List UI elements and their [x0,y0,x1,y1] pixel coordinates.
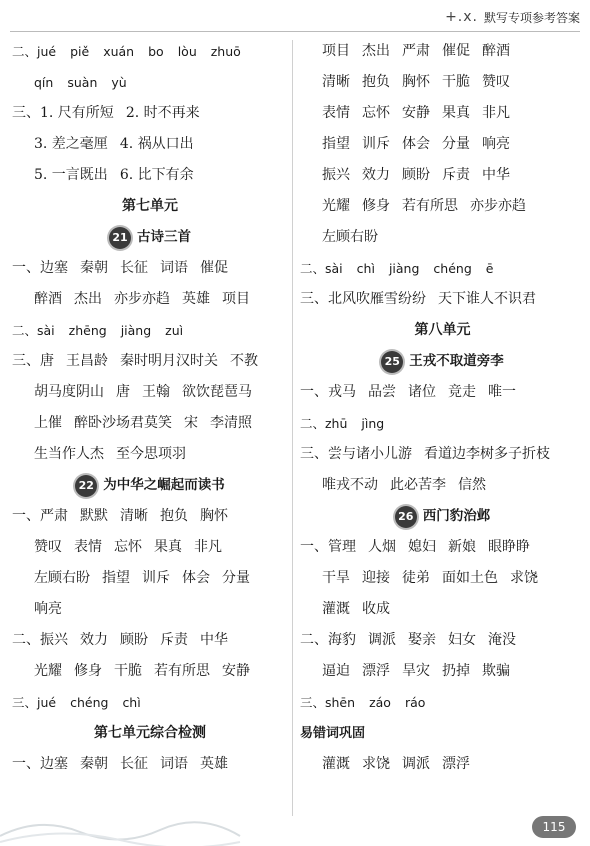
answer-word: 指望 [102,570,130,586]
pinyin-answer-line [12,687,288,718]
answer-word: 唯戎不动 [322,477,378,493]
answer-line [300,129,585,160]
answer-line [300,625,585,656]
answer-word: 天下谁人不识君 [438,291,536,307]
lesson-title-text: 古诗三首 [137,229,191,245]
lesson-number-badge: 26 [395,506,417,528]
answer-word: 清晰 [322,74,350,90]
answer-word: 唐 [116,384,130,400]
lesson-title-text: 西门豹治邺 [422,508,491,524]
answer-word: 三、北风吹雁雪纷纷 [300,291,426,307]
answer-line [300,594,585,625]
answer-word: yù [111,75,127,90]
answer-word: 词语 [160,260,188,276]
answer-line [300,36,585,67]
lesson-title [300,501,585,532]
answer-word: 体会 [182,570,210,586]
answer-word: 长征 [120,260,148,276]
header-rule [10,31,580,32]
answer-line [12,439,288,470]
answer-word: 左顾右盼 [34,570,90,586]
answer-word: 顾盼 [402,167,430,183]
answer-word: 调派 [402,756,430,772]
answer-word: 醉酒 [34,291,62,307]
answer-line [12,749,288,780]
answer-word: 逼迫 [322,663,350,679]
unit-title: 第八单元 [414,322,471,338]
answer-word: 至今思项羽 [116,446,186,462]
answer-word: 胡马度阴山 [34,384,104,400]
answer-word: 修身 [362,198,390,214]
answer-word: 上催 [34,415,62,431]
column-divider [292,40,293,816]
answer-word: 若有所思 [402,198,458,214]
answer-word: 眼睁睁 [488,539,530,555]
answer-word: 振兴 [322,167,350,183]
answer-word: 三、1. 尺有所短 [12,105,114,121]
answer-word: 安静 [222,663,250,679]
answer-line [12,284,288,315]
answer-line [12,253,288,284]
answer-word: qín [34,75,54,90]
answer-word: 词语 [160,756,188,772]
answer-word: 二、sài [300,261,343,276]
answer-word: 中华 [200,632,228,648]
answer-word: 求饶 [362,756,390,772]
answer-word: chéng [70,695,109,710]
answer-word: 训斥 [362,136,390,152]
answer-word: chì [122,695,141,710]
answer-word: 一、严肃 [12,508,68,524]
answer-word: 胸怀 [200,508,228,524]
answer-word: ráo [404,695,426,710]
pinyin-answer-line [300,253,585,284]
answer-word: 3. 差之毫厘 [34,136,108,152]
answer-word: 斥责 [442,167,470,183]
answer-line [12,129,288,160]
answer-word: 品尝 [368,384,396,400]
answer-line [12,377,288,408]
pinyin-answer-line [300,408,585,439]
footer-wave-decoration [0,806,590,846]
answer-line [300,563,585,594]
answer-word: 催促 [200,260,228,276]
answer-word: 赞叹 [482,74,510,90]
answer-word: 胸怀 [402,74,430,90]
answer-word: 赞叹 [34,539,62,555]
answer-line [300,377,585,408]
answer-word: 6. 比下有余 [119,167,194,183]
answer-word: 生当作人杰 [34,446,104,462]
answer-word: 果真 [442,105,470,121]
answer-word: 漂浮 [442,756,470,772]
answer-line [12,408,288,439]
answer-line [12,594,288,625]
answer-word: 4. 祸从口出 [119,136,194,152]
pinyin-answer-line [300,687,585,718]
answer-word: 中华 [482,167,510,183]
answer-word: 若有所思 [154,663,210,679]
answer-line [300,749,585,780]
answer-line [12,625,288,656]
answer-word: jìng [361,416,385,431]
lesson-number-badge: 22 [75,475,97,497]
answer-word: 忘怀 [114,539,142,555]
answer-word: 一、边塞 [12,756,68,772]
answer-word: 忘怀 [362,105,390,121]
answer-word: 左顾右盼 [322,229,378,245]
unit-title: 第七单元 [122,198,178,214]
answer-line [300,656,585,687]
lesson-title [300,346,585,377]
answer-word: 英雄 [182,291,210,307]
answer-word: 扔掉 [442,663,470,679]
answer-word: 灌溉 [322,756,350,772]
answer-word: bo [148,44,164,59]
answer-word: 二、zhū [300,416,348,431]
answer-word: chì [356,261,375,276]
answer-line [12,346,288,377]
answer-word: 三、唐 [12,353,54,369]
answer-word: 王翰 [142,384,170,400]
answer-word: 严肃 [402,43,430,59]
answer-word: 欲饮琵琶马 [182,384,252,400]
page-header [445,4,580,30]
answer-line [300,160,585,191]
answer-word: 杰出 [74,291,102,307]
answer-word: 徒弟 [402,570,430,586]
answer-word: 调派 [368,632,396,648]
answer-word: 表情 [74,539,102,555]
answer-word: 旱灾 [402,663,430,679]
answer-word: 2. 时不再来 [125,105,200,121]
answer-word: 干脆 [442,74,470,90]
answer-word: xuán [103,44,135,59]
answer-word: 一、边塞 [12,260,68,276]
answer-line [12,98,288,129]
answer-word: 信然 [458,477,486,493]
answer-word: 娶亲 [408,632,436,648]
answer-word: 光耀 [322,198,350,214]
answer-word: 抱负 [160,508,188,524]
answer-word: 修身 [74,663,102,679]
answer-word: 此必苦李 [390,477,446,493]
answer-word: 新娘 [448,539,476,555]
answer-word: 非凡 [194,539,222,555]
answer-word: suàn [67,75,98,90]
answer-line [300,284,585,315]
lesson-title-text: 为中华之崛起而读书 [103,477,225,493]
answer-word: 醉卧沙场君莫笑 [74,415,172,431]
answer-line [300,439,585,470]
answer-line [300,470,585,501]
answer-word: 欺骗 [482,663,510,679]
answer-line [300,222,585,253]
answer-word: 竞走 [448,384,476,400]
answer-word: 长征 [120,756,148,772]
answer-word: 效力 [362,167,390,183]
answer-word: 5. 一言既出 [34,167,108,183]
answer-word: 默默 [80,508,108,524]
answer-word: chéng [433,261,472,276]
answer-word: záo [369,695,391,710]
answer-word: 面如土色 [442,570,498,586]
answer-word: zuì [165,323,184,338]
answer-word: zhēng [68,323,107,338]
answer-word: 求饶 [510,570,538,586]
answer-word: 项目 [322,43,350,59]
answer-word: jiàng [388,261,420,276]
answer-word: 斥责 [160,632,188,648]
answer-word: 干旱 [322,570,350,586]
answer-word: 人烟 [368,539,396,555]
lesson-title [12,222,288,253]
answer-word: 训斥 [142,570,170,586]
answer-line [300,67,585,98]
answer-word: 果真 [154,539,182,555]
answer-word: 干脆 [114,663,142,679]
answer-word: 体会 [402,136,430,152]
answer-word: zhuō [210,44,241,59]
answer-word: 迎接 [362,570,390,586]
answer-word: 一、管理 [300,539,356,555]
answer-word: 顾盼 [120,632,148,648]
pinyin-answer-line [12,67,288,98]
answer-word: 三、jué [12,695,57,710]
answer-word: 表情 [322,105,350,121]
answer-word: 二、sài [12,323,55,338]
answer-word: 光耀 [34,663,62,679]
answer-word: 响亮 [482,136,510,152]
answer-word: 诸位 [408,384,436,400]
answer-word: 指望 [322,136,350,152]
answer-line [12,160,288,191]
answer-word: 响亮 [34,601,62,617]
answer-word: 秦朝 [80,756,108,772]
answer-word: 收成 [362,601,390,617]
lesson-title [12,470,288,501]
answer-word: 二、振兴 [12,632,68,648]
answer-word: 一、戎马 [300,384,356,400]
page-number: 115 [532,816,576,838]
answer-word: 清晰 [120,508,148,524]
answer-line [12,656,288,687]
answer-word: 秦朝 [80,260,108,276]
answer-word: 妇女 [448,632,476,648]
answer-word: 项目 [222,291,250,307]
answer-word: 抱负 [362,74,390,90]
answer-line [300,191,585,222]
answer-word: 李清照 [210,415,252,431]
answer-word: 效力 [80,632,108,648]
lesson-number-badge: 21 [109,227,131,249]
header-decoration: +.x. [445,9,478,25]
answer-word: 媳妇 [408,539,436,555]
answer-word: 醉酒 [482,43,510,59]
unit-title: 第七单元综合检测 [94,725,206,741]
answer-word: ē [485,261,494,276]
answer-line [12,532,288,563]
pinyin-answer-line [12,315,288,346]
right-column [300,36,585,780]
answer-word: 宋 [184,415,198,431]
answer-word: 催促 [442,43,470,59]
answer-word: 淹没 [488,632,516,648]
answer-word: 杰出 [362,43,390,59]
answer-word: lòu [177,44,197,59]
answer-word: 王昌龄 [66,353,108,369]
answer-word: 分量 [442,136,470,152]
answer-word: 二、海豹 [300,632,356,648]
answer-word: 非凡 [482,105,510,121]
header-title: 默写专项参考答案 [483,10,580,25]
answer-word: 唯一 [488,384,516,400]
answer-line [12,563,288,594]
answer-word: 看道边李树多子折枝 [424,446,550,462]
answer-word: piě [70,44,90,59]
answer-word: 英雄 [200,756,228,772]
answer-word: 分量 [222,570,250,586]
answer-line [300,98,585,129]
answer-word: 安静 [402,105,430,121]
answer-word: 秦时明月汉时关 [120,353,218,369]
answer-word: 灌溉 [322,601,350,617]
answer-word: 不教 [230,353,258,369]
answer-line [12,501,288,532]
answer-word: jiàng [120,323,152,338]
answer-word: 亦步亦趋 [470,198,526,214]
left-column [12,36,288,780]
pinyin-answer-line [12,36,288,67]
section-subtitle: 易错词巩固 [300,726,366,741]
answer-word: 漂浮 [362,663,390,679]
answer-word: 三、shēn [300,695,356,710]
answer-word: 三、尝与诸小儿游 [300,446,412,462]
lesson-title-text: 王戎不取道旁李 [409,353,504,369]
answer-word: 二、jué [12,44,57,59]
lesson-number-badge: 25 [381,351,403,373]
answer-line [300,532,585,563]
answer-word: 亦步亦趋 [114,291,170,307]
